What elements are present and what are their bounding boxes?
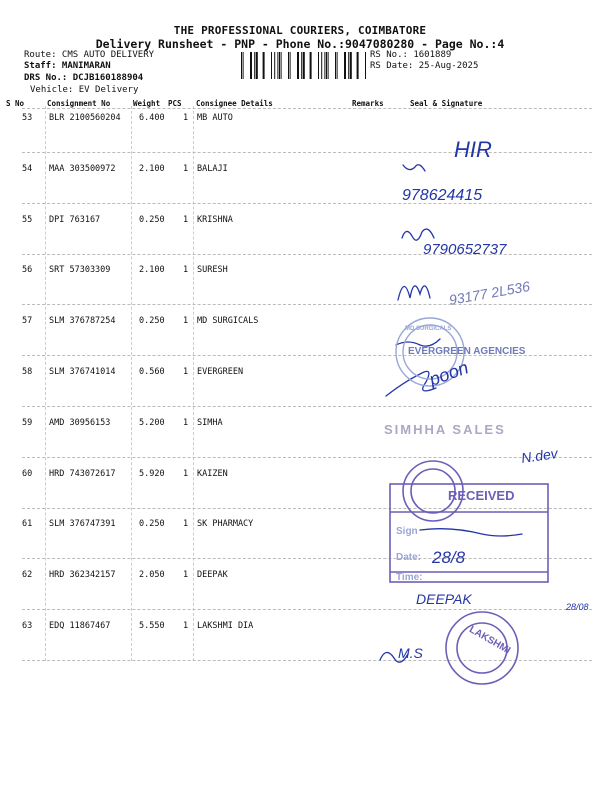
- signature-54: 978624415: [402, 187, 483, 204]
- cell-consignment: HRD 362342157: [49, 570, 116, 581]
- barcode-bar: [256, 52, 258, 79]
- barcode-bar: [328, 52, 329, 79]
- cell-consignee: SIMHA: [197, 417, 223, 428]
- barcode-bar: [243, 52, 244, 79]
- signature-scribble: [402, 229, 434, 240]
- stamp-ring: [411, 469, 455, 513]
- received-stamp-box: [390, 484, 548, 582]
- cell-weight: 5.920: [139, 468, 165, 479]
- cell-weight: 2.100: [139, 265, 165, 276]
- row-divider: [22, 508, 592, 509]
- rs-date: RS Date: 25-Aug-2025: [370, 61, 479, 71]
- col-consignment: Consignment No: [47, 99, 111, 108]
- company-title: THE PROFESSIONAL COURIERS, COIMBATORE: [173, 24, 427, 37]
- cell-pcs: 1: [183, 113, 189, 123]
- col-sno: S No: [6, 99, 25, 108]
- barcode-bar: [263, 52, 265, 79]
- cell-consignment: SRT 57303309: [49, 265, 111, 276]
- signature-56: 93177 2L536: [447, 277, 532, 308]
- cell-sno: 57: [22, 316, 33, 327]
- stamp-ring: [457, 623, 507, 673]
- row-divider: [22, 457, 592, 458]
- barcode-bar: [271, 52, 272, 79]
- cell-consignee: MD SURGICALS: [197, 316, 259, 327]
- cell-consignee: SURESH: [197, 265, 228, 276]
- cell-pcs: 1: [183, 163, 189, 174]
- barcode-bar: [281, 52, 282, 79]
- stamp-date-label: Date:: [396, 552, 422, 563]
- cell-consignment: HRD 743072617: [49, 468, 116, 479]
- runsheet-subtitle: Delivery Runsheet - PNP - Phone No.:9047080280 - Page No.:4: [95, 37, 505, 51]
- stamp-sign-label: Sign: [396, 526, 418, 537]
- cell-pcs: 1: [183, 367, 189, 377]
- cell-consignee: DEEPAK: [197, 570, 228, 581]
- barcode-bar: [254, 52, 255, 79]
- row-divider: [22, 355, 592, 356]
- row-divider: [22, 660, 592, 661]
- row-divider: [22, 254, 592, 255]
- cell-weight: 0.560: [139, 367, 165, 377]
- barcode-bar: [241, 52, 242, 79]
- signature-58: poon: [426, 357, 471, 390]
- cell-pcs: 1: [183, 519, 189, 530]
- rs-number: RS No.: 1601889: [370, 50, 452, 60]
- cell-weight: 0.250: [139, 316, 165, 327]
- cell-pcs: 1: [183, 214, 189, 225]
- stamp-ring: [403, 461, 463, 521]
- stamp-time-label: Time:: [396, 572, 423, 583]
- stamp-ring: [403, 325, 457, 379]
- cell-consignee: LAKSHMI DIA: [197, 621, 254, 631]
- drs-label: DRS No.: DCJB160188904: [24, 73, 144, 83]
- cell-sno: 59: [22, 417, 33, 428]
- stamp-received: RECEIVED: [448, 488, 515, 503]
- signature-scribble: [403, 165, 425, 171]
- route-label: Route: CMS AUTO DELIVERY: [24, 50, 155, 60]
- cell-weight: 5.200: [139, 417, 165, 428]
- barcode-bar: [277, 52, 278, 79]
- barcode-bar: [321, 52, 322, 79]
- column-divider: [131, 106, 132, 661]
- cell-sno: 53: [22, 113, 33, 123]
- cell-consignment: SLM 376741014: [49, 367, 116, 377]
- barcode: [241, 52, 366, 79]
- barcode-bar: [324, 52, 325, 79]
- col-consignee: Consignee Details: [196, 99, 273, 108]
- barcode-bar: [250, 52, 252, 79]
- barcode-bar: [335, 52, 336, 79]
- cell-sno: 61: [22, 519, 33, 530]
- barcode-bar: [279, 52, 280, 79]
- col-weight: Weight: [133, 99, 161, 108]
- cell-consignee: BALAJI: [197, 163, 228, 174]
- cell-weight: 0.250: [139, 214, 165, 225]
- barcode-bar: [365, 52, 366, 79]
- barcode-bar: [297, 52, 299, 79]
- cell-pcs: 1: [183, 316, 189, 327]
- column-divider: [45, 106, 46, 661]
- barcode-bar: [274, 52, 275, 79]
- signature-62: DEEPAK: [416, 591, 472, 607]
- signature-55: 9790652737: [423, 241, 507, 258]
- cell-pcs: 1: [183, 265, 189, 276]
- cell-consignment: MAA 303500972: [49, 163, 116, 174]
- row-divider: [22, 609, 592, 610]
- stamp-evergreen: EVERGREEN AGENCIES: [408, 346, 526, 357]
- cell-sno: 60: [22, 468, 33, 479]
- signature-61: 28/8: [432, 548, 466, 567]
- cell-sno: 58: [22, 367, 33, 377]
- barcode-bar: [290, 52, 291, 79]
- cell-consignee: MB AUTO: [197, 113, 233, 123]
- header-divider: [22, 108, 592, 109]
- barcode-bar: [326, 52, 327, 79]
- cell-pcs: 1: [183, 570, 189, 581]
- barcode-bar: [350, 52, 352, 79]
- cell-weight: 5.550: [139, 621, 165, 631]
- cell-consignment: SLM 376747391: [49, 519, 116, 530]
- cell-pcs: 1: [183, 468, 189, 479]
- barcode-bar: [303, 52, 305, 79]
- signature-62-date: 28/08: [566, 602, 589, 612]
- col-seal: Seal & Signature: [410, 99, 483, 108]
- cell-consignee: KAIZEN: [197, 468, 228, 479]
- signature-scribble: [420, 529, 522, 536]
- barcode-bar: [344, 52, 346, 79]
- stamp-lakshmi: LAKSHMI: [467, 624, 513, 657]
- cell-weight: 2.100: [139, 163, 165, 174]
- signature-scribble: [386, 371, 436, 396]
- signature-scribble: [398, 286, 430, 300]
- stamp-md-surgicals: MD SURGICALS: [405, 326, 452, 332]
- cell-consignee: SK PHARMACY: [197, 519, 254, 530]
- barcode-bar: [337, 52, 338, 79]
- stamp-ring: [396, 318, 464, 386]
- barcode-bar: [310, 52, 312, 79]
- row-divider: [22, 304, 592, 305]
- cell-weight: 0.250: [139, 519, 165, 530]
- cell-consignment: SLM 376787254: [49, 316, 116, 327]
- cell-sno: 63: [22, 621, 33, 631]
- barcode-bar: [357, 52, 359, 79]
- col-remarks: Remarks: [352, 99, 384, 108]
- staff-label: Staff: MANIMARAN: [24, 61, 111, 71]
- cell-pcs: 1: [183, 417, 189, 428]
- row-divider: [22, 558, 592, 559]
- barcode-bar: [288, 52, 289, 79]
- barcode-bar: [348, 52, 349, 79]
- stamp-ring: [446, 612, 518, 684]
- cell-weight: 6.400: [139, 113, 165, 123]
- cell-weight: 2.050: [139, 570, 165, 581]
- signature-scribble: [396, 339, 440, 346]
- cell-sno: 54: [22, 163, 33, 174]
- cell-consignment: DPI 763167: [49, 214, 101, 225]
- cell-consignment: BLR 2100560204: [49, 113, 121, 123]
- cell-pcs: 1: [183, 621, 189, 631]
- signature-59: N.dev: [520, 445, 559, 466]
- cell-sno: 55: [22, 214, 33, 225]
- barcode-bar: [318, 52, 319, 79]
- row-divider: [22, 203, 592, 204]
- col-pcs: PCS: [168, 99, 182, 108]
- cell-consignment: AMD 30956153: [49, 417, 111, 428]
- signature-53: HIR: [454, 137, 492, 162]
- cell-sno: 56: [22, 265, 33, 276]
- column-divider: [193, 106, 194, 661]
- cell-sno: 62: [22, 570, 33, 581]
- row-divider: [22, 406, 592, 407]
- cell-consignee: KRISHNA: [197, 214, 233, 225]
- row-divider: [22, 152, 592, 153]
- cell-consignee: EVERGREEN: [197, 367, 244, 377]
- stamp-simha: SIMHHA SALES: [384, 422, 506, 437]
- signature-63: M.S: [398, 645, 423, 661]
- cell-consignment: EDQ 11867467: [49, 621, 111, 631]
- vehicle-label: Vehicle: EV Delivery: [30, 85, 139, 95]
- barcode-bar: [301, 52, 302, 79]
